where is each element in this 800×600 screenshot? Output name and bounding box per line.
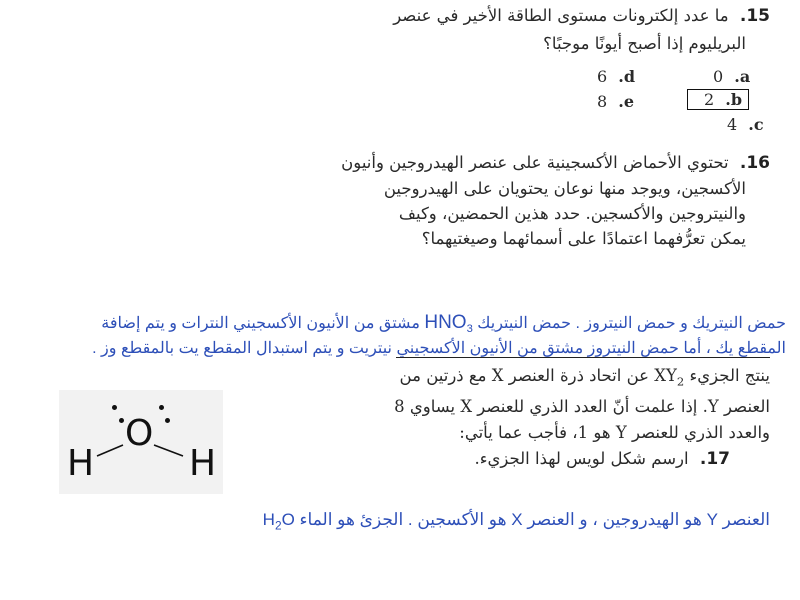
nitric-acid-formula: $HNO_3$: [424, 312, 473, 336]
answer-16-line-1: حمض النيتريك و حمض النيتروز . حمض النيتريك $HNO_3$ مشتق من الأنيون الأكسجيني النترات و يتم إضافة: [101, 312, 786, 336]
option-c[interactable]: 4 .c: [727, 115, 764, 134]
question-15: [210, 2, 770, 57]
answer-16-line-2: المقطع يك ، أما حمض النيتروز مشتق من الأنيون الأكسجيني نيتريت و يتم استبدال المقطع يت بالمقطع وز .: [92, 340, 786, 358]
bond-right: [154, 445, 183, 456]
question-16-line-3: والنيتروجين والأكسجين. حدد هذين الحمضين، وكيف: [398, 204, 746, 223]
hydrogen-atom-right: H: [189, 443, 217, 484]
question-15-line-1: 15. ما عدد إلكترونات مستوى الطاقة الأخير في عنصر: [393, 6, 770, 26]
bond-lines: [59, 390, 223, 494]
question-17-intro-line-2: العنصر Y. إذا علمت أنّ العدد الذري للعنصر X يساوي 8: [394, 397, 770, 417]
question-16-line-2: الأكسجين، ويوجد منها نوعان يحتويان على الهيدروجين: [383, 179, 746, 198]
question-17-intro-line-3: والعدد الذري للعنصر Y هو 1، فأجب عما يأتي:: [459, 423, 770, 443]
question-17-prompt: 17. ارسم شكل لويس لهذا الجزيء.: [474, 449, 730, 470]
question-number: 16.: [739, 153, 770, 173]
selected-answer-box: 2 .b: [687, 89, 749, 110]
lewis-structure-diagram: [59, 390, 223, 494]
option-b-selected[interactable]: [687, 90, 749, 110]
option-a[interactable]: 0 .a: [713, 67, 751, 86]
question-17-intro-line-1: ينتج الجزيء $XY_2$ عن اتحاد ذرة العنصر X مع ذرتين من: [399, 366, 770, 389]
bond-left: [97, 445, 123, 456]
lone-pair-dot: [112, 405, 117, 410]
option-e[interactable]: 8 .e: [597, 92, 635, 111]
water-formula: $H_2O$: [262, 510, 295, 533]
question-15-line-2: البريليوم إذا أصبح أيونًا موجبًا؟: [543, 34, 746, 53]
answer-16: [10, 313, 786, 359]
hydrogen-atom-left: H: [67, 443, 95, 484]
question-number: 17.: [699, 449, 730, 470]
question-17: [210, 363, 770, 472]
answer-17: العنصر Y هو الهيدروجين ، و العنصر X هو الأكسجين . الجزئ هو الماء $H_2O$: [262, 510, 770, 533]
question-number: 15.: [739, 6, 770, 26]
oxygen-atom: O: [125, 413, 154, 454]
question-16-line-1: 16. تحتوي الأحماض الأكسجينية على عنصر الهيدروجين وأنيون: [341, 153, 770, 173]
question-16: [210, 150, 770, 251]
question-16-line-4: يمكن تعرُّفهما اعتمادًا على أسمائهما وصيغتيهما؟: [421, 229, 746, 248]
option-d[interactable]: 6 .d: [597, 67, 636, 86]
lone-pair-dot: [165, 418, 170, 423]
divider-line: [396, 357, 770, 358]
lone-pair-dot: [159, 405, 164, 410]
lone-pair-dot: [119, 418, 124, 423]
